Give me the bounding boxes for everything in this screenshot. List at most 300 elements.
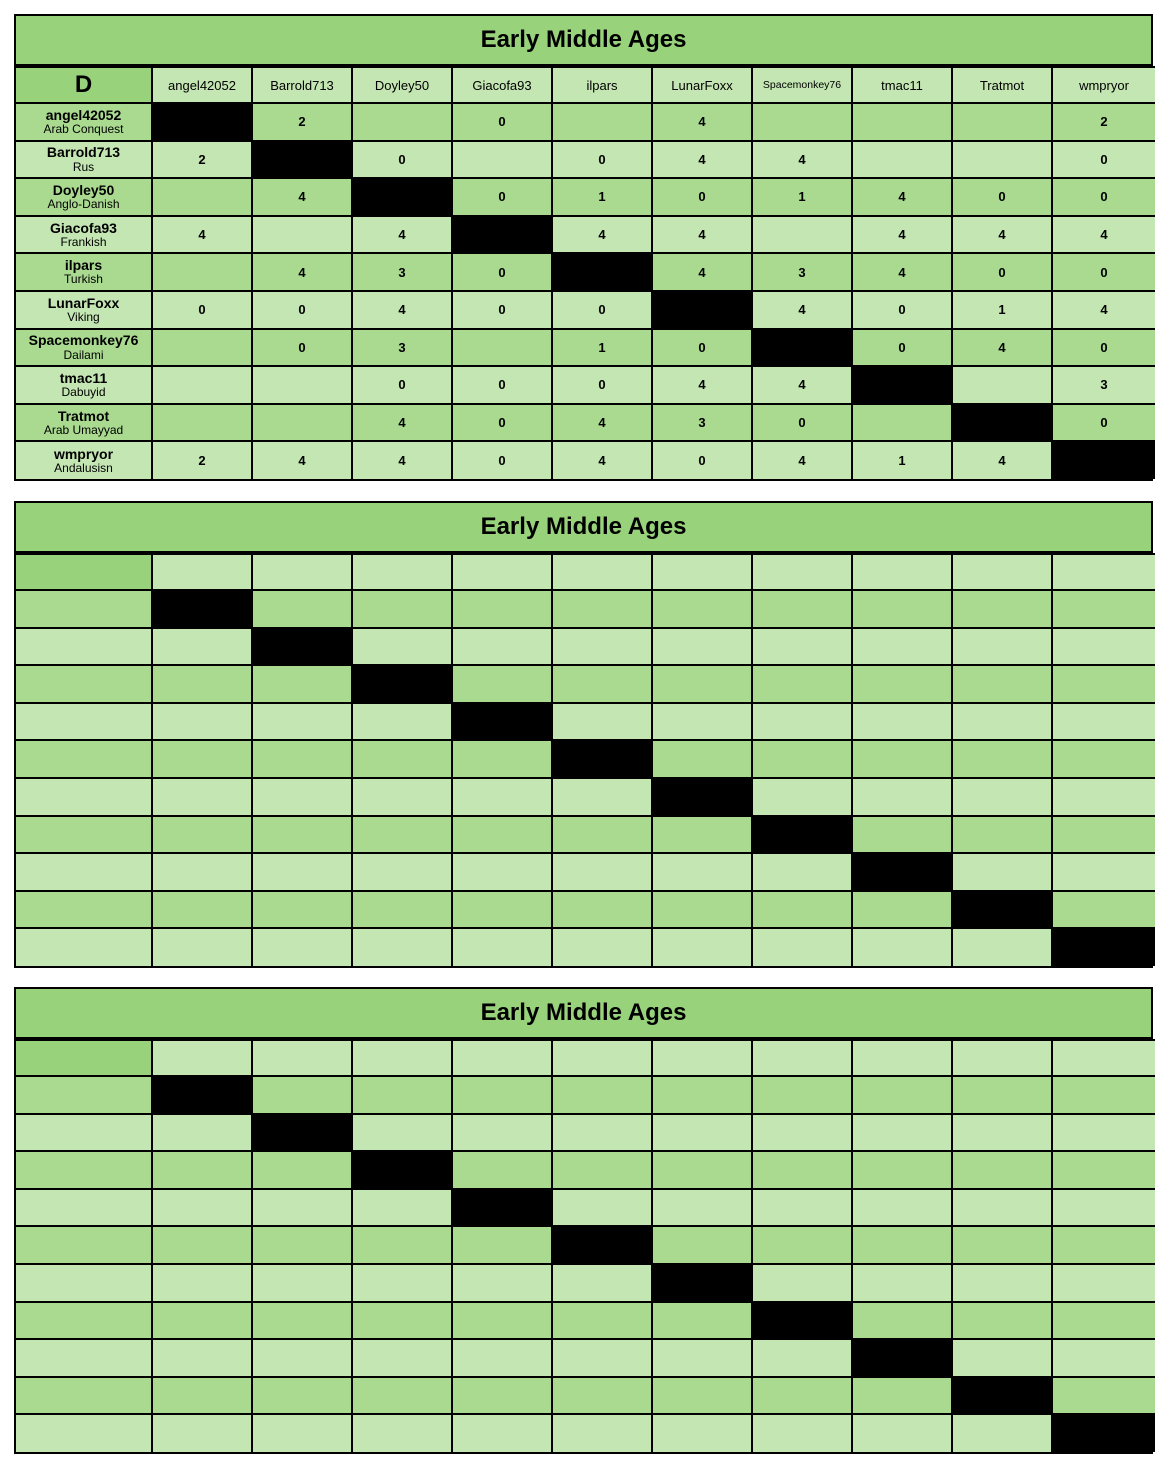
score-cell [652,628,752,666]
score-cell [952,1114,1052,1152]
score-cell [152,740,252,778]
score-cell: 0 [452,404,552,442]
row-label [16,703,152,741]
score-cell [1052,703,1155,741]
column-header: ilpars [552,67,652,103]
score-cell [652,740,752,778]
column-header [552,554,652,590]
table-row [16,291,1155,329]
score-cell: 4 [752,141,852,179]
score-cell [552,1339,652,1377]
score-cell: 0 [252,291,352,329]
column-header [652,554,752,590]
score-cell: 4 [252,178,352,216]
row-label [16,366,152,404]
score-cell: 4 [1052,216,1155,254]
score-cell [252,853,352,891]
matchup-grid [14,14,1153,481]
table-row [16,329,1155,367]
row-label [16,1189,152,1227]
row-label [16,178,152,216]
score-cell [752,1076,852,1114]
score-cell [552,1264,652,1302]
grid-title: Early Middle Ages [16,503,1151,553]
score-cell [752,1189,852,1227]
score-cell [752,1339,852,1377]
score-cell [852,740,952,778]
column-header: Giacofa93 [452,67,552,103]
table-row [16,778,1155,816]
score-cell [1052,1076,1155,1114]
row-label [16,291,152,329]
score-cell [552,1189,652,1227]
score-cell [752,1151,852,1189]
score-cell [552,665,652,703]
row-label [16,1226,152,1264]
self-matchup-cell [652,1264,752,1302]
score-cell: 0 [452,103,552,141]
score-cell [852,778,952,816]
table-row [16,178,1155,216]
player-name: wmpryor [53,445,114,462]
score-cell [952,1302,1052,1340]
self-matchup-cell [1052,441,1155,479]
score-cell [452,590,552,628]
score-cell: 4 [552,216,652,254]
score-cell: 4 [952,329,1052,367]
score-cell [852,1189,952,1227]
score-cell: 0 [352,366,452,404]
score-cell [752,1114,852,1152]
row-label [16,1377,152,1415]
score-cell [452,1114,552,1152]
score-cell: 3 [352,329,452,367]
self-matchup-cell [352,178,452,216]
score-cell [552,1377,652,1415]
civilization-name: Frankish [60,234,107,249]
score-cell [752,778,852,816]
score-cell [652,816,752,854]
score-cell [252,778,352,816]
score-cell [1052,740,1155,778]
row-label [16,778,152,816]
score-cell [452,778,552,816]
score-cell [152,1339,252,1377]
row-label [16,329,152,367]
score-cell [852,141,952,179]
score-cell [152,1189,252,1227]
score-cell: 2 [252,103,352,141]
score-cell: 4 [352,216,452,254]
score-cell: 0 [152,291,252,329]
column-header [752,1040,852,1076]
score-cell [352,1076,452,1114]
results-table [16,1039,1155,1452]
civilization-name: Anglo-Danish [47,197,120,212]
score-cell [1052,1377,1155,1415]
score-cell [552,590,652,628]
score-cell [652,1302,752,1340]
table-row [16,1302,1155,1340]
column-header [352,1040,452,1076]
table-row [16,816,1155,854]
score-cell [452,740,552,778]
score-cell: 3 [1052,366,1155,404]
row-label [16,590,152,628]
results-table [16,66,1155,479]
score-cell [452,928,552,966]
grid-title: Early Middle Ages [16,989,1151,1039]
column-header [152,554,252,590]
score-cell [1052,1189,1155,1227]
score-cell [652,1151,752,1189]
score-cell [952,740,1052,778]
score-cell [552,1414,652,1452]
score-cell [552,816,652,854]
score-cell [1052,778,1155,816]
score-cell [352,103,452,141]
score-cell [452,1302,552,1340]
score-cell [152,366,252,404]
self-matchup-cell [652,778,752,816]
score-cell: 4 [552,404,652,442]
self-matchup-cell [652,291,752,329]
table-row [16,216,1155,254]
score-cell [152,628,252,666]
score-cell [552,928,652,966]
score-cell [652,1377,752,1415]
score-cell [752,703,852,741]
score-cell [452,1414,552,1452]
row-label [16,404,152,442]
column-header [752,554,852,590]
score-cell: 4 [652,366,752,404]
score-cell [152,665,252,703]
score-cell [152,178,252,216]
score-cell [852,1264,952,1302]
score-cell [1052,853,1155,891]
column-header: tmac11 [852,67,952,103]
score-cell [252,404,352,442]
score-cell: 0 [1052,404,1155,442]
column-header [1052,1040,1155,1076]
table-row [16,1264,1155,1302]
self-matchup-cell [552,1226,652,1264]
self-matchup-cell [752,1302,852,1340]
score-cell [252,1264,352,1302]
score-cell [752,1414,852,1452]
score-cell [552,891,652,929]
self-matchup-cell [352,665,452,703]
score-cell [152,1151,252,1189]
score-cell [152,778,252,816]
score-cell [152,329,252,367]
score-cell [252,1226,352,1264]
score-cell [452,665,552,703]
score-cell: 4 [652,253,752,291]
player-name: tmac11 [59,370,108,386]
table-row [16,1414,1155,1452]
score-cell [752,1377,852,1415]
results-table [16,553,1155,966]
score-cell [252,1302,352,1340]
score-cell [952,816,1052,854]
player-name: Barrold713 [46,144,121,161]
score-cell [452,853,552,891]
score-cell [852,1226,952,1264]
row-label [16,1114,152,1152]
score-cell [652,1414,752,1452]
corner-cell [16,1040,152,1076]
score-cell: 0 [952,178,1052,216]
score-cell [452,1264,552,1302]
score-cell [452,628,552,666]
score-cell [252,816,352,854]
row-label [16,740,152,778]
table-row [16,665,1155,703]
score-cell [452,1339,552,1377]
self-matchup-cell [152,590,252,628]
score-cell [652,1339,752,1377]
score-cell [1052,1339,1155,1377]
score-cell [252,740,352,778]
score-cell [352,1414,452,1452]
score-cell: 0 [1052,329,1155,367]
column-header [652,1040,752,1076]
score-cell: 4 [252,253,352,291]
player-name: Doyley50 [52,182,115,199]
self-matchup-cell [452,703,552,741]
score-cell [852,1151,952,1189]
score-cell [852,928,952,966]
score-cell [152,1226,252,1264]
score-cell [352,740,452,778]
score-cell [352,628,452,666]
score-cell [952,928,1052,966]
score-cell [552,1302,652,1340]
player-name: Tratmot [57,407,110,424]
score-cell [152,816,252,854]
score-cell [152,1302,252,1340]
score-cell: 0 [452,366,552,404]
score-cell: 4 [752,441,852,479]
score-cell [352,590,452,628]
score-cell [852,1076,952,1114]
civilization-name: Rus [72,159,95,174]
civilization-name: Andalusisn [54,460,113,475]
self-matchup-cell [352,1151,452,1189]
score-cell: 4 [652,141,752,179]
score-cell [652,590,752,628]
table-row [16,1076,1155,1114]
score-cell [452,1377,552,1415]
score-cell: 4 [952,216,1052,254]
score-cell [252,1414,352,1452]
score-cell [352,1339,452,1377]
score-cell [752,1264,852,1302]
score-cell [952,1264,1052,1302]
score-cell [552,853,652,891]
score-cell [1052,628,1155,666]
table-row [16,1339,1155,1377]
score-cell: 4 [152,216,252,254]
player-name: LunarFoxx [47,294,120,311]
score-cell [552,1114,652,1152]
table-row [16,404,1155,442]
score-cell [552,778,652,816]
row-label [16,1414,152,1452]
score-cell: 0 [452,253,552,291]
score-cell: 0 [452,441,552,479]
player-name: Giacofa93 [50,219,117,236]
score-cell: 1 [552,178,652,216]
score-cell [552,628,652,666]
self-matchup-cell [252,1114,352,1152]
score-cell [352,853,452,891]
score-cell [752,740,852,778]
score-cell: 2 [1052,103,1155,141]
score-cell: 4 [752,366,852,404]
column-header [552,1040,652,1076]
table-row [16,891,1155,929]
score-cell [952,703,1052,741]
civilization-name: Arab Umayyad [43,422,124,437]
table-row [16,441,1155,479]
score-cell: 4 [952,441,1052,479]
score-cell [252,366,352,404]
row-label [16,141,152,179]
self-matchup-cell [152,1076,252,1114]
row-label [16,1264,152,1302]
table-row [16,703,1155,741]
score-cell [652,1226,752,1264]
score-cell: 1 [552,329,652,367]
table-row [16,928,1155,966]
table-row [16,366,1155,404]
player-name: angel42052 [45,106,122,123]
table-row [16,590,1155,628]
score-cell: 2 [152,141,252,179]
self-matchup-cell [552,740,652,778]
row-label [16,216,152,254]
table-row [16,1226,1155,1264]
self-matchup-cell [552,253,652,291]
score-cell [952,853,1052,891]
score-cell [852,1302,952,1340]
score-cell [352,1226,452,1264]
score-cell: 3 [352,253,452,291]
score-cell [852,103,952,141]
header-row [16,1040,1155,1076]
player-name: Spacemonkey76 [28,332,139,349]
row-label [16,1151,152,1189]
table-row [16,253,1155,291]
self-matchup-cell [252,141,352,179]
score-cell [252,1339,352,1377]
column-header: wmpryor [1052,67,1155,103]
score-cell [452,1226,552,1264]
score-cell [1052,1264,1155,1302]
player-name: ilpars [64,257,103,274]
score-cell: 0 [552,366,652,404]
score-cell [752,103,852,141]
score-cell [252,590,352,628]
score-cell [452,141,552,179]
score-cell [252,1076,352,1114]
score-cell [952,590,1052,628]
civilization-name: Turkish [64,272,103,287]
score-cell [452,816,552,854]
column-header: Tratmot [952,67,1052,103]
self-matchup-cell [952,1377,1052,1415]
score-cell [952,103,1052,141]
civilization-name: Viking [67,309,100,324]
score-cell [152,1264,252,1302]
grid-title: Early Middle Ages [16,16,1151,66]
score-cell [152,891,252,929]
score-cell [852,590,952,628]
row-label [16,665,152,703]
score-cell [252,928,352,966]
table-row [16,628,1155,666]
score-cell [952,1076,1052,1114]
score-cell [752,891,852,929]
score-cell [952,778,1052,816]
score-cell: 4 [352,441,452,479]
score-cell [252,1151,352,1189]
matchup-grid [14,501,1153,968]
self-matchup-cell [752,816,852,854]
score-cell [152,404,252,442]
score-cell [652,928,752,966]
table-row [16,141,1155,179]
row-label [16,1076,152,1114]
score-cell [352,1302,452,1340]
self-matchup-cell [852,853,952,891]
row-label [16,628,152,666]
score-cell [1052,1151,1155,1189]
civilization-name: Arab Conquest [43,121,124,136]
corner-cell [16,554,152,590]
row-label [16,853,152,891]
score-cell [352,928,452,966]
score-cell: 0 [1052,178,1155,216]
score-cell: 0 [552,291,652,329]
score-cell [852,1377,952,1415]
score-cell [152,928,252,966]
score-cell [152,1414,252,1452]
self-matchup-cell [252,628,352,666]
score-cell [1052,1114,1155,1152]
row-label [16,1302,152,1340]
score-cell [652,1114,752,1152]
table-row [16,1151,1155,1189]
row-label [16,103,152,141]
score-cell [652,891,752,929]
score-cell: 1 [752,178,852,216]
column-header: LunarFoxx [652,67,752,103]
score-cell [352,1114,452,1152]
score-cell [452,1151,552,1189]
score-cell [752,628,852,666]
score-cell: 0 [452,178,552,216]
score-cell: 0 [352,141,452,179]
column-header [252,1040,352,1076]
score-cell: 0 [652,178,752,216]
score-cell: 4 [852,216,952,254]
score-cell [452,891,552,929]
score-cell [652,853,752,891]
